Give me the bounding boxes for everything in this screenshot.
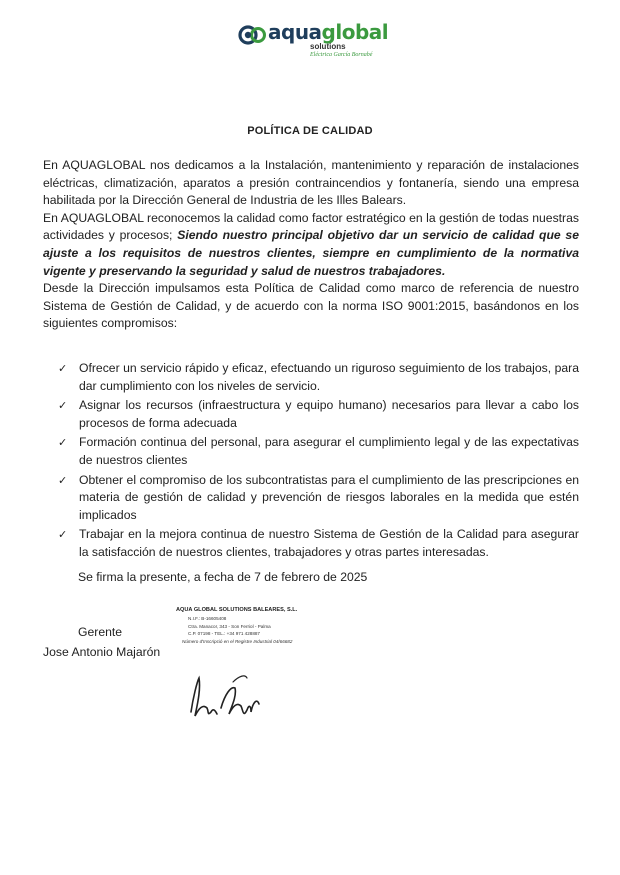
paragraph-objective-intro: En AQUAGLOBAL reconocemos la calidad como factor estratégico en la gestión de todas nuestras actividades y procesos; [43,210,579,243]
commitment-text: Ofrecer un servicio rápido y eficaz, efectuando un riguroso seguimiento de los trabajos, para dar cumplimiento con los niveles de servicio. [79,361,579,393]
list-item [43,397,579,432]
list-item [43,526,579,561]
commitments-list [43,360,579,564]
checkmark-icon: ✓ [58,399,68,413]
commitment-text: Obtener el compromiso de los subcontratistas para el cumplimiento de las prescripciones en materia de gestión de calidad y prevención de riesgos laborales en la medida que estén implicados [79,472,579,522]
list-item [43,472,579,525]
handwritten-signature [185,668,265,728]
policy-body [43,157,579,333]
company-stamp [176,606,308,645]
company-logo [238,16,398,64]
stamp-nif: N.I.F.: B-16605408 [188,616,227,621]
checkmark-icon: ✓ [58,436,68,450]
logo-word-global: global [321,20,389,44]
stamp-address: Ctra. Manacor, 343 - Son Ferriol - Palma [188,623,271,629]
logo-word-aqua: aqua [268,20,322,44]
stamp-registry: Número d'Inscripció en el Registre Industrial 04/66682 [182,638,293,644]
checkmark-icon: ✓ [58,362,68,375]
logo-wordmark [268,22,388,42]
signer-role: Gerente [78,625,123,639]
checkmark-icon: ✓ [58,528,68,542]
commitment-text: Asignar los recursos (infraestructura y equipo humano) necesarios para llevar a cabo los procesos de forma adecuada [79,398,579,430]
logo-tagline: Eléctrica García Bornabé [310,52,373,58]
page-title: POLÍTICA DE CALIDAD [247,125,373,137]
paragraph-objective [43,210,579,280]
logo-mark-icon [238,19,268,49]
stamp-company: AQUA GLOBAL SOLUTIONS BALEARES, S.L. [176,607,298,613]
paragraph-objective-emphasis: Siendo nuestro principal objetivo dar un servicio de calidad que se ajuste a los requisitos de nuestros clientes, siempre en cumplimiento de la normativa vigente y preservando la seguridad y salud de nuestros trabajadores. [43,228,579,278]
paragraph-framework: Desde la Dirección impulsamos esta Política de Calidad como marco de referencia de nuestro Sistema de Gestión de Calidad, y de acuerdo con la norma ISO 9001:2015, basándonos en los siguientes compromisos: [43,281,579,331]
paragraph-intro: En AQUAGLOBAL nos dedicamos a la Instalación, mantenimiento y reparación de instalaciones eléctricas, climatización, aparatos a presión contraincendios y fontanería, siendo una empresa habilitada por la Dirección General de Industria de les Illes Balears. [43,158,579,208]
signature-date-line: Se firma la presente, a fecha de 7 de febrero de 2025 [78,570,368,584]
list-item [43,360,579,395]
commitment-text: Trabajar en la mejora continua de nuestro Sistema de Gestión de la Calidad para asegurar la satisfacción de nuestros clientes, trabajadores y otras partes interesadas. [79,527,579,559]
logo-subtitle: solutions [310,42,346,51]
commitment-text: Formación continua del personal, para asegurar el cumplimiento legal y de las expectativas de nuestros clientes [79,435,579,467]
list-item [43,434,579,469]
stamp-contact: C.P. 07198 - TEL.: +34 971 428887 [188,631,260,637]
checkmark-icon: ✓ [58,473,68,487]
signer-name: Jose Antonio Majarón [43,645,161,659]
